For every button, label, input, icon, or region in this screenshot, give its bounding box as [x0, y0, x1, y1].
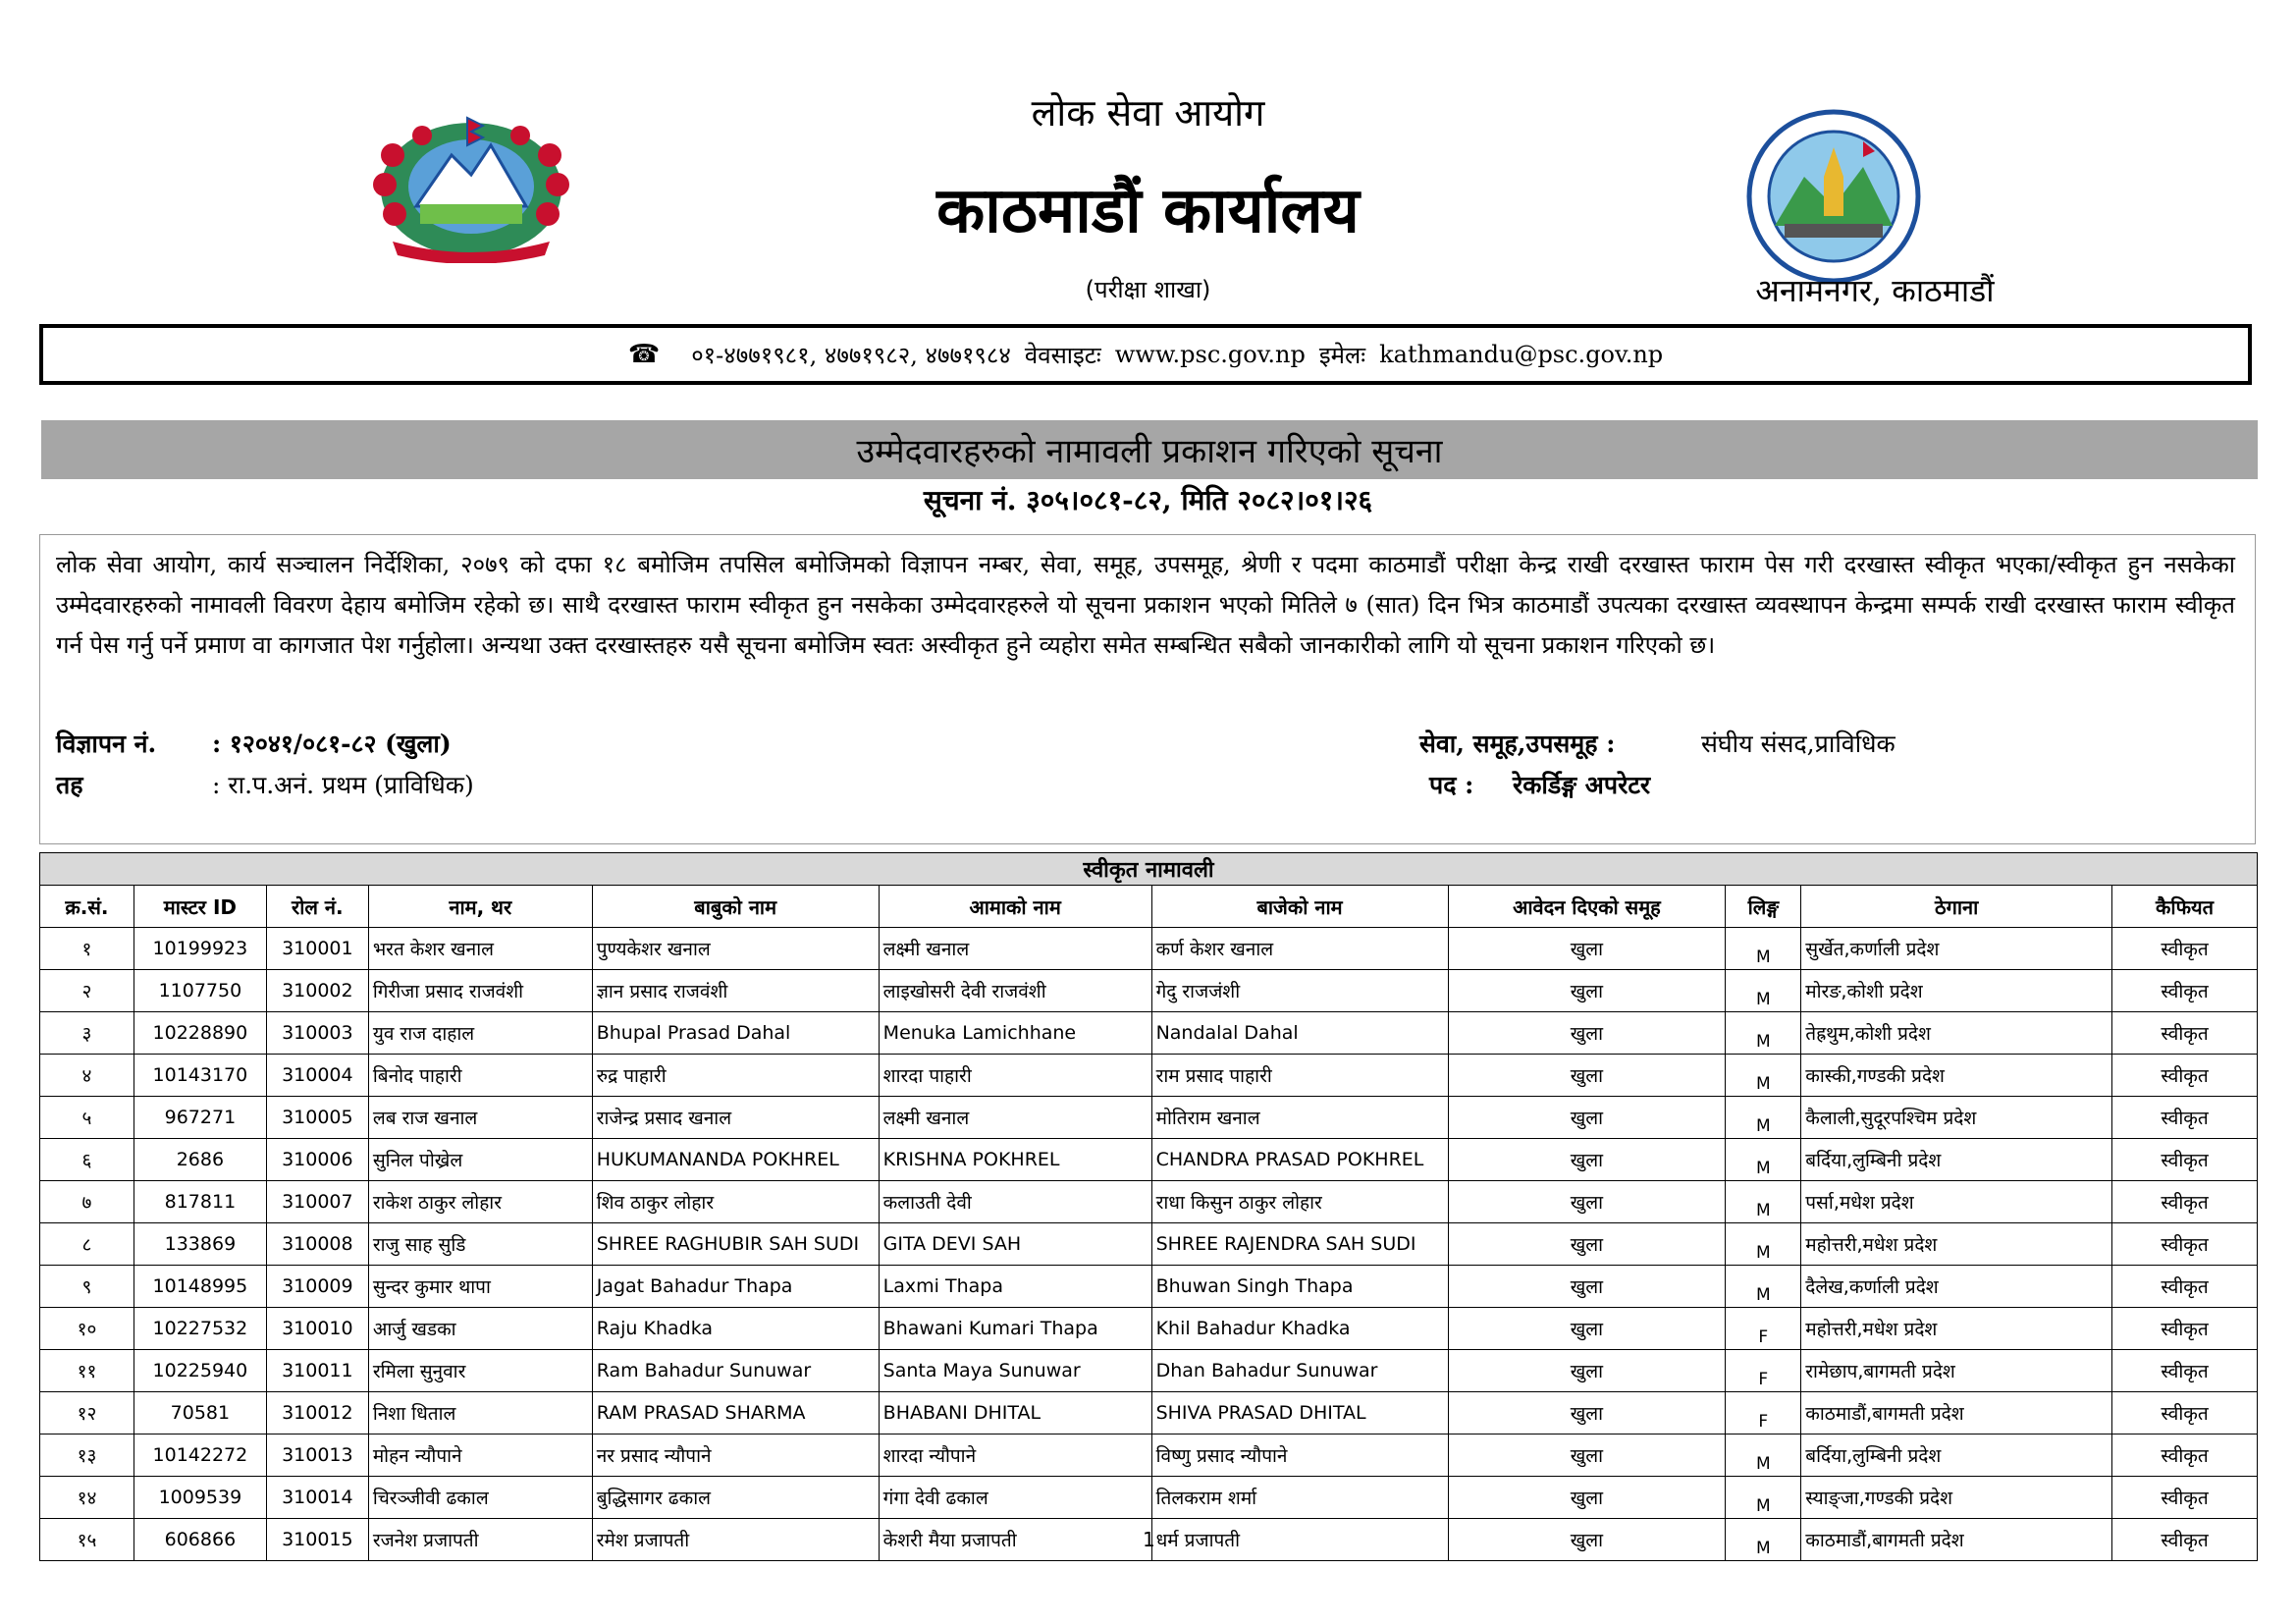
service-value: संघीय संसद,प्राविधिक [1701, 730, 1896, 758]
table-cell: बिनोद पाहारी [368, 1055, 592, 1097]
table-cell: 310002 [266, 970, 368, 1012]
table-row [40, 1097, 2258, 1139]
table-cell: खुला [1448, 1266, 1726, 1308]
phone-numbers: ०१-४७७१९८१, ४७७१९८२, ४७७१९८४ [691, 341, 1011, 369]
table-cell: 310006 [266, 1139, 368, 1181]
table-cell: रुद्र पाहारी [592, 1055, 879, 1097]
column-header: क्र.सं. [40, 886, 134, 928]
table-cell: M [1726, 928, 1801, 970]
table-cell: ५ [40, 1097, 134, 1139]
table-row [40, 1477, 2258, 1519]
table-cell: स्याङ्जा,गण्डकी प्रदेश [1801, 1477, 2112, 1519]
table-cell: ज्ञान प्रसाद राजवंशी [592, 970, 879, 1012]
table-cell: खुला [1448, 970, 1726, 1012]
table-cell: बुद्धिसागर ढकाल [592, 1477, 879, 1519]
table-cell: मोहन न्यौपाने [368, 1435, 592, 1477]
approved-list-table [39, 852, 2258, 1561]
table-cell: बर्दिया,लुम्बिनी प्रदेश [1801, 1139, 2112, 1181]
table-cell: 1107750 [133, 970, 266, 1012]
table-cell: २ [40, 970, 134, 1012]
table-row [40, 1350, 2258, 1392]
table-cell: धर्म प्रजापती [1151, 1519, 1448, 1561]
table-cell: HUKUMANANDA POKHREL [592, 1139, 879, 1181]
table-cell: राकेश ठाकुर लोहार [368, 1181, 592, 1223]
table-cell: SHIVA PRASAD DHITAL [1151, 1392, 1448, 1435]
table-cell: ६ [40, 1139, 134, 1181]
table-cell: Khil Bahadur Khadka [1151, 1308, 1448, 1350]
table-cell: M [1726, 1435, 1801, 1477]
table-cell: M [1726, 1097, 1801, 1139]
table-cell: 817811 [133, 1181, 266, 1223]
table-cell: आर्जु खडका [368, 1308, 592, 1350]
table-cell: खुला [1448, 1012, 1726, 1055]
section-name: (परीक्षा शाखा) [1085, 276, 1211, 303]
table-cell: स्वीकृत [2112, 1519, 2258, 1561]
table-cell: स्वीकृत [2112, 928, 2258, 970]
table-cell: स्वीकृत [2112, 1181, 2258, 1223]
table-cell: कैलाली,सुदूरपश्चिम प्रदेश [1801, 1097, 2112, 1139]
table-cell: रमिला सुनुवार [368, 1350, 592, 1392]
table-cell: Ram Bahadur Sunuwar [592, 1350, 879, 1392]
table-cell: स्वीकृत [2112, 1477, 2258, 1519]
table-cell: काठमाडौं,बागमती प्रदेश [1801, 1392, 2112, 1435]
table-cell: निशा धिताल [368, 1392, 592, 1435]
table-caption: स्वीकृत नामावली [40, 853, 2258, 886]
table-cell: Nandalal Dahal [1151, 1012, 1448, 1055]
table-cell: खुला [1448, 1435, 1726, 1477]
table-cell: तिलकराम शर्मा [1151, 1477, 1448, 1519]
table-cell: शारदा न्यौपाने [879, 1435, 1151, 1477]
table-cell: खुला [1448, 1097, 1726, 1139]
table-cell: Bhawani Kumari Thapa [879, 1308, 1151, 1350]
table-cell: लक्ष्मी खनाल [879, 1097, 1151, 1139]
table-row [40, 1266, 2258, 1308]
table-cell: Menuka Lamichhane [879, 1012, 1151, 1055]
table-cell: नर प्रसाद न्यौपाने [592, 1435, 879, 1477]
table-row [40, 1012, 2258, 1055]
adv-label: विज्ञापन नं. [56, 730, 157, 758]
page-number: 1 [1143, 1528, 1155, 1551]
table-cell: ८ [40, 1223, 134, 1266]
table-cell: युव राज दाहाल [368, 1012, 592, 1055]
table-cell: Bhuwan Singh Thapa [1151, 1266, 1448, 1308]
notice-number: सूचना नं. ३०५।०८१-८२, मिति २०८२।०१।२६ [923, 484, 1373, 516]
table-cell: SHREE RAGHUBIR SAH SUDI [592, 1223, 879, 1266]
table-cell: महोत्तरी,मधेश प्रदेश [1801, 1223, 2112, 1266]
table-cell: कास्की,गण्डकी प्रदेश [1801, 1055, 2112, 1097]
table-cell: ७ [40, 1181, 134, 1223]
table-cell: M [1726, 1266, 1801, 1308]
table-cell: तेह्रथुम,कोशी प्रदेश [1801, 1012, 2112, 1055]
level-value: : रा.प.अनं. प्रथम (प्राविधिक) [212, 771, 474, 799]
table-cell: Dhan Bahadur Sunuwar [1151, 1350, 1448, 1392]
table-row [40, 1139, 2258, 1181]
column-header: बाजेको नाम [1151, 886, 1448, 928]
table-cell: 310011 [266, 1350, 368, 1392]
table-cell: खुला [1448, 1055, 1726, 1097]
table-cell: 310005 [266, 1097, 368, 1139]
table-cell: राजु साह सुडि [368, 1223, 592, 1266]
column-header: मास्टर ID [133, 886, 266, 928]
table-cell: M [1726, 1477, 1801, 1519]
table-cell: पुण्यकेशर खनाल [592, 928, 879, 970]
table-cell: F [1726, 1308, 1801, 1350]
table-cell: स्वीकृत [2112, 1308, 2258, 1350]
email-label: इमेलः [1318, 341, 1366, 369]
table-cell: सुर्खेत,कर्णाली प्रदेश [1801, 928, 2112, 970]
table-row [40, 928, 2258, 970]
table-cell: 310012 [266, 1392, 368, 1435]
table-cell: शिव ठाकुर लोहार [592, 1181, 879, 1223]
email-link[interactable]: kathmandu@psc.gov.np [1379, 341, 1664, 368]
table-row [40, 1435, 2258, 1477]
post-label: पद : [1429, 771, 1474, 799]
table-cell: खुला [1448, 1139, 1726, 1181]
table-cell: स्वीकृत [2112, 1012, 2258, 1055]
column-header: आवेदन दिएको समूह [1448, 886, 1726, 928]
table-cell: राजेन्द्र प्रसाद खनाल [592, 1097, 879, 1139]
table-cell: केशरी मैया प्रजापती [879, 1519, 1151, 1561]
table-cell: १३ [40, 1435, 134, 1477]
phone-icon: ☎ [627, 340, 661, 369]
table-cell: स्वीकृत [2112, 1223, 2258, 1266]
table-cell: 310014 [266, 1477, 368, 1519]
table-cell: M [1726, 1139, 1801, 1181]
table-row [40, 1392, 2258, 1435]
table-cell: खुला [1448, 1223, 1726, 1266]
table-cell: 310015 [266, 1519, 368, 1561]
table-cell: Santa Maya Sunuwar [879, 1350, 1151, 1392]
table-cell: कलाउती देवी [879, 1181, 1151, 1223]
table-cell: F [1726, 1350, 1801, 1392]
table-cell: पर्सा,मधेश प्रदेश [1801, 1181, 2112, 1223]
table-cell: स्वीकृत [2112, 1435, 2258, 1477]
table-cell: खुला [1448, 1308, 1726, 1350]
post-value: रेकर्डिङ्ग अपरेटर [1513, 771, 1651, 799]
table-cell: १५ [40, 1519, 134, 1561]
table-cell: 10228890 [133, 1012, 266, 1055]
table-row [40, 1181, 2258, 1223]
table-cell: 1009539 [133, 1477, 266, 1519]
table-cell: 310007 [266, 1181, 368, 1223]
table-cell: 70581 [133, 1392, 266, 1435]
table-cell: रामेछाप,बागमती प्रदेश [1801, 1350, 2112, 1392]
table-cell: रजनेश प्रजापती [368, 1519, 592, 1561]
table-cell: 310003 [266, 1012, 368, 1055]
table-cell: 310001 [266, 928, 368, 970]
table-cell: रमेश प्रजापती [592, 1519, 879, 1561]
notice-paragraph: लोक सेवा आयोग, कार्य सञ्चालन निर्देशिका, २०७९ को दफा १८ बमोजिम तपसिल बमोजिमको विज्ञापन नम्बर, सेवा, समूह, उपसमूह, श्रेणी र पदमा काठमाडौं परीक्षा केन्द्र राखी दरखास्त फाराम पेस गरी दरखास्त स्वीकृत भएका/स्वीकृत हुन नसकेका उम्मेदवारहरुको नामावली विवरण देहाय बमोजिम रहेको छ। साथै दरखास्त फाराम स्वीकृत हुन नसकेका उम्मेदवारहरुले यो सूचना प्रकाशन भएको मितिले ७ (सात) दिन भित्र काठमाडौं उपत्यका दरखास्त व्यवस्थापन केन्द्रमा सम्पर्क राखी दरखास्त फाराम स्वीकृत गर्न पेस गर्नु पर्ने प्रमाण वा कागजात पेश गर्नुहोला। अन्यथा उक्त दरखास्तहरु यसै सूचना बमोजिम स्वतः अस्वीकृत हुने व्यहोरा समेत सम्बन्धित सबैको जानकारीको लागि यो सूचना प्रकाशन गरिएको छ। [56, 551, 2235, 659]
table-cell: शारदा पाहारी [879, 1055, 1151, 1097]
table-cell: Raju Khadka [592, 1308, 879, 1350]
table-cell: गिरीजा प्रसाद राजवंशी [368, 970, 592, 1012]
table-cell: विष्णु प्रसाद न्यौपाने [1151, 1435, 1448, 1477]
table-cell: M [1726, 1223, 1801, 1266]
table-header-row [40, 886, 2258, 928]
service-label: सेवा, समूह,उपसमूह : [1419, 730, 1616, 758]
table-cell: स्वीकृत [2112, 1139, 2258, 1181]
website-link[interactable]: www.psc.gov.np [1114, 341, 1306, 368]
column-header: कैफियत [2112, 886, 2258, 928]
table-cell: मोरङ,कोशी प्रदेश [1801, 970, 2112, 1012]
column-header: नाम, थर [368, 886, 592, 928]
table-cell: 606866 [133, 1519, 266, 1561]
table-cell: स्वीकृत [2112, 1055, 2258, 1097]
table-cell: स्वीकृत [2112, 1392, 2258, 1435]
table-cell: ३ [40, 1012, 134, 1055]
column-header: बाबुको नाम [592, 886, 879, 928]
table-cell: लक्ष्मी खनाल [879, 928, 1151, 970]
table-cell: बर्दिया,लुम्बिनी प्रदेश [1801, 1435, 2112, 1477]
table-cell: Laxmi Thapa [879, 1266, 1151, 1308]
table-cell: स्वीकृत [2112, 1350, 2258, 1392]
table-cell: 310008 [266, 1223, 368, 1266]
notice-title: उम्मेदवारहरुको नामावली प्रकाशन गरिएको सूचना [41, 420, 2258, 479]
table-cell: काठमाडौं,बागमती प्रदेश [1801, 1519, 2112, 1561]
table-cell: M [1726, 1181, 1801, 1223]
notice-info-box [39, 534, 2256, 844]
table-cell: 10225940 [133, 1350, 266, 1392]
org-name: लोक सेवा आयोग [1031, 91, 1265, 135]
column-header: ठेगाना [1801, 886, 2112, 928]
table-cell: 10148995 [133, 1266, 266, 1308]
table-cell: 310004 [266, 1055, 368, 1097]
table-cell: Bhupal Prasad Dahal [592, 1012, 879, 1055]
table-cell: १४ [40, 1477, 134, 1519]
contact-box [39, 324, 2252, 385]
table-cell: लब राज खनाल [368, 1097, 592, 1139]
office-name: काठमाडौं कार्यालय [936, 174, 1360, 247]
table-cell: ९ [40, 1266, 134, 1308]
table-cell: कर्ण केशर खनाल [1151, 928, 1448, 970]
table-cell: खुला [1448, 1477, 1726, 1519]
table-row [40, 1055, 2258, 1097]
table-row [40, 1223, 2258, 1266]
table-cell: 133869 [133, 1223, 266, 1266]
table-cell: खुला [1448, 1350, 1726, 1392]
office-address: अनामनगर, काठमाडौं [1755, 272, 1995, 309]
table-cell: भरत केशर खनाल [368, 928, 592, 970]
table-cell: खुला [1448, 1181, 1726, 1223]
table-cell: KRISHNA POKHREL [879, 1139, 1151, 1181]
table-body [40, 928, 2258, 1561]
table-cell: खुला [1448, 1392, 1726, 1435]
table-cell: खुला [1448, 928, 1726, 970]
column-header: रोल नं. [266, 886, 368, 928]
table-cell: 310013 [266, 1435, 368, 1477]
table-cell: लाइखोसरी देवी राजवंशी [879, 970, 1151, 1012]
website-label: वेवसाइटः [1024, 341, 1101, 369]
table-cell: GITA DEVI SAH [879, 1223, 1151, 1266]
level-label: तह [56, 771, 83, 799]
table-cell: सुनिल पोख्रेल [368, 1139, 592, 1181]
table-cell: गेदु राजजंशी [1151, 970, 1448, 1012]
table-cell: चिरञ्जीवी ढकाल [368, 1477, 592, 1519]
table-cell: M [1726, 1012, 1801, 1055]
table-cell: गंगा देवी ढकाल [879, 1477, 1151, 1519]
table-cell: स्वीकृत [2112, 970, 2258, 1012]
table-cell: 967271 [133, 1097, 266, 1139]
table-cell: १ [40, 928, 134, 970]
table-cell: 10227532 [133, 1308, 266, 1350]
table-cell: 310009 [266, 1266, 368, 1308]
table-cell: 2686 [133, 1139, 266, 1181]
table-cell: M [1726, 970, 1801, 1012]
table-cell: SHREE RAJENDRA SAH SUDI [1151, 1223, 1448, 1266]
table-cell: ४ [40, 1055, 134, 1097]
adv-value: : १२०४१/०८१-८२ (खुला) [212, 730, 452, 758]
table-cell: Jagat Bahadur Thapa [592, 1266, 879, 1308]
table-cell: CHANDRA PRASAD POKHREL [1151, 1139, 1448, 1181]
table-cell: १२ [40, 1392, 134, 1435]
table-cell: राम प्रसाद पाहारी [1151, 1055, 1448, 1097]
table-cell: RAM PRASAD SHARMA [592, 1392, 879, 1435]
table-cell: 10142272 [133, 1435, 266, 1477]
table-cell: 10199923 [133, 928, 266, 970]
table-row [40, 1308, 2258, 1350]
column-header: आमाको नाम [879, 886, 1151, 928]
table-cell: राधा किसुन ठाकुर लोहार [1151, 1181, 1448, 1223]
table-cell: महोत्तरी,मधेश प्रदेश [1801, 1308, 2112, 1350]
table-cell: 310010 [266, 1308, 368, 1350]
table-cell: खुला [1448, 1519, 1726, 1561]
table-cell: १० [40, 1308, 134, 1350]
table-cell: स्वीकृत [2112, 1097, 2258, 1139]
table-cell: F [1726, 1392, 1801, 1435]
table-row [40, 970, 2258, 1012]
table-cell: BHABANI DHITAL [879, 1392, 1151, 1435]
table-cell: स्वीकृत [2112, 1266, 2258, 1308]
table-cell: 10143170 [133, 1055, 266, 1097]
table-cell: सुन्दर कुमार थापा [368, 1266, 592, 1308]
table-cell: M [1726, 1055, 1801, 1097]
table-cell: मोतिराम खनाल [1151, 1097, 1448, 1139]
table-cell: दैलेख,कर्णाली प्रदेश [1801, 1266, 2112, 1308]
table-cell: M [1726, 1519, 1801, 1561]
table-cell: ११ [40, 1350, 134, 1392]
column-header: लिङ्ग [1726, 886, 1801, 928]
